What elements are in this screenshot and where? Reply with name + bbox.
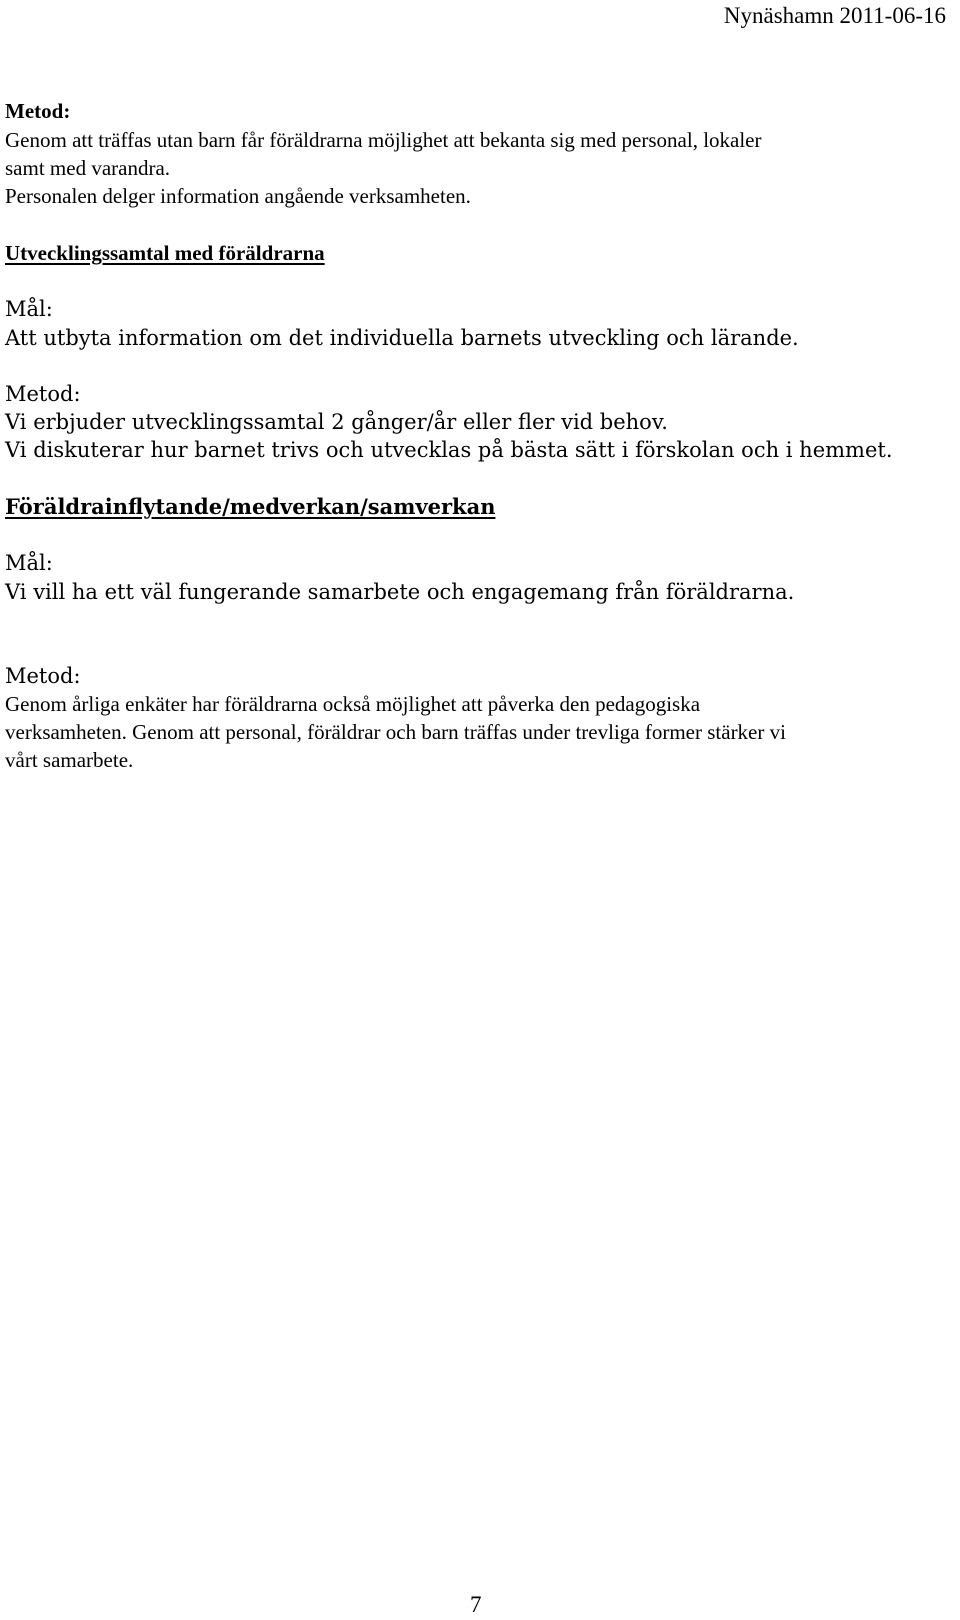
method-label: Metod: <box>5 664 81 688</box>
paragraph-line: vårt samarbete. <box>5 748 134 772</box>
paragraph-line: Vi erbjuder utvecklingssamtal 2 gånger/år eller fler vid behov. <box>5 410 668 434</box>
goal-label: Mål: <box>5 551 53 575</box>
header-date: Nynäshamn 2011-06-16 <box>723 3 946 28</box>
section-heading: Föräldrainflytande/medverkan/samverkan <box>5 494 496 519</box>
paragraph-line: Vi vill ha ett väl fungerande samarbete och engagemang från föräldrarna. <box>5 580 795 604</box>
method-label: Metod: <box>5 99 71 123</box>
section-heading: Utvecklingssamtal med föräldrarna <box>5 241 325 265</box>
paragraph-line: Genom årliga enkäter har föräldrarna också möjlighet att påverka den pedagogiska <box>5 692 701 716</box>
method-label: Metod: <box>5 382 81 406</box>
page-number: 7 <box>470 1592 482 1617</box>
paragraph-line: Vi diskuterar hur barnet trivs och utvecklas på bästa sätt i förskolan och i hemmet. <box>5 438 893 462</box>
paragraph-line: Genom att träffas utan barn får föräldrarna möjlighet att bekanta sig med personal, lokaler <box>5 128 762 152</box>
paragraph-line: verksamheten. Genom att personal, föräldrar och barn träffas under trevliga former stärker vi <box>5 720 786 744</box>
paragraph-line: samt med varandra. <box>5 156 171 180</box>
paragraph-line: Att utbyta information om det individuella barnets utveckling och lärande. <box>5 326 799 350</box>
goal-label: Mål: <box>5 297 53 321</box>
paragraph-line: Personalen delger information angående verksamheten. <box>5 184 471 208</box>
